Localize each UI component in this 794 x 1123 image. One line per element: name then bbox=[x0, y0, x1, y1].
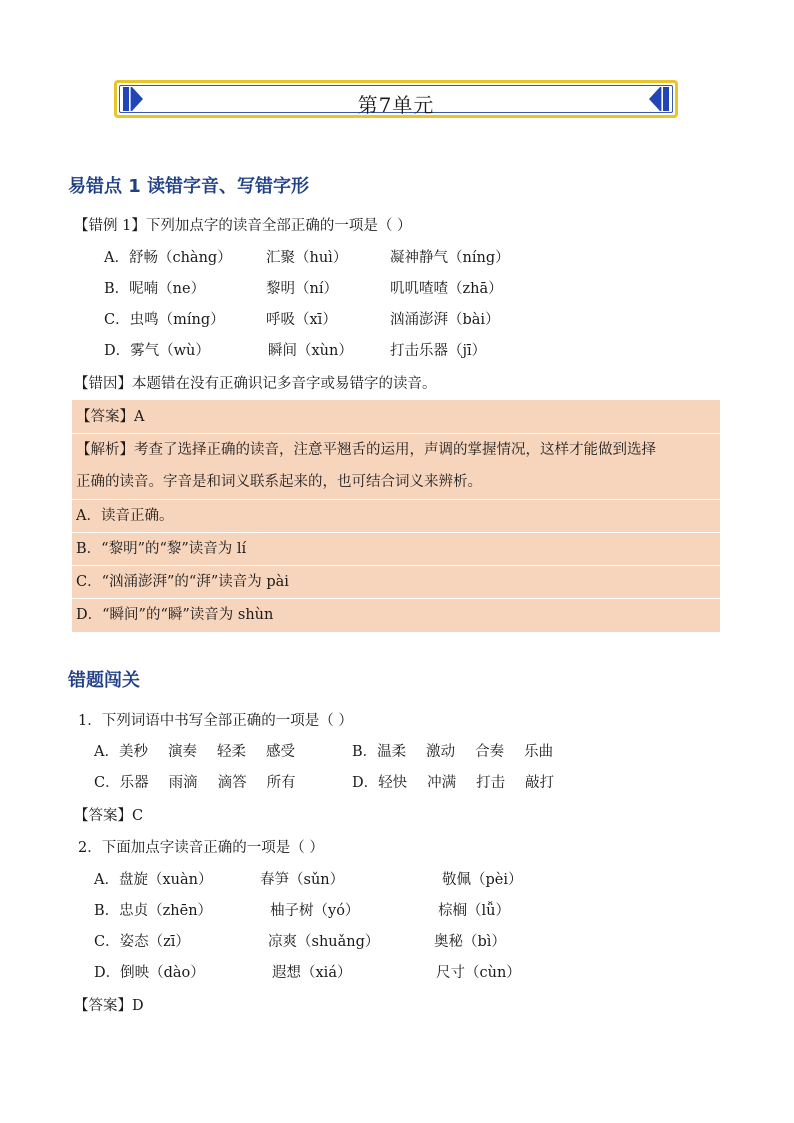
analysis-text-1: 考查了选择正确的读音，注意平翘舌的运用，声调的掌握情况，这样才能做到选择 bbox=[134, 442, 656, 458]
answer-label: 【答案】 bbox=[76, 409, 134, 425]
example-option-c-2: 呼吸（xī） bbox=[266, 312, 337, 328]
q2-option-d-2: 遐想（xiá） bbox=[272, 965, 352, 981]
answer-line bbox=[76, 407, 144, 427]
q1-row-1-right bbox=[352, 742, 573, 762]
q2-option-a-1: A．盘旋（xuàn） bbox=[94, 872, 213, 888]
q1-word: 冲满 bbox=[427, 775, 457, 791]
example-option-a-3: 凝神静气（níng） bbox=[390, 250, 510, 266]
error-reason bbox=[74, 374, 437, 394]
analysis-item-row-d bbox=[72, 598, 720, 632]
example-label: 【错例 1】 bbox=[74, 218, 146, 234]
q1-word: 激动 bbox=[426, 744, 456, 760]
example-option-d-3: 打击乐器（jī） bbox=[390, 343, 487, 359]
example-option-b-3: 叽叽喳喳（zhā） bbox=[390, 281, 503, 297]
q1-word: B．温柔 bbox=[352, 744, 407, 760]
q2-stem: 2．下面加点字读音正确的一项是（ ） bbox=[78, 840, 324, 856]
q2-answer bbox=[74, 996, 144, 1016]
q2-option-c-1: C．姿态（zī） bbox=[94, 934, 190, 950]
analysis-item-c: C．“汹涌澎湃”的“湃”读音为 pài bbox=[76, 574, 289, 590]
example-option-a-2: 汇聚（huì） bbox=[266, 250, 348, 266]
answer-row bbox=[72, 400, 720, 434]
example-option-c-3: 汹涌澎湃（bài） bbox=[390, 312, 500, 328]
example-option-d-2: 瞬间（xùn） bbox=[268, 343, 353, 359]
q2-option-d-1: D．倒映（dào） bbox=[94, 965, 205, 981]
example-option-b-2: 黎明（ní） bbox=[266, 281, 338, 297]
example-option-d-1: D．雾气（wù） bbox=[104, 343, 210, 359]
analysis-item-b: B．“黎明”的“黎”读音为 lí bbox=[76, 541, 247, 557]
q1-word: 演奏 bbox=[167, 744, 197, 760]
q1-word: 合奏 bbox=[475, 744, 505, 760]
example-question bbox=[74, 216, 411, 236]
analysis-item-d: D．“瞬间”的“瞬”读音为 shùn bbox=[76, 607, 274, 623]
answer-analysis-box bbox=[72, 400, 720, 632]
q1-row-1-left bbox=[94, 742, 315, 762]
q1-answer-label: 【答案】 bbox=[74, 808, 132, 824]
example-option-a-1: A．舒畅（chàng） bbox=[104, 250, 232, 266]
q1-stem: 1．下列词语中书写全部正确的一项是（ ） bbox=[78, 713, 353, 729]
q2-option-b-3: 棕榈（lǚ） bbox=[438, 903, 510, 919]
analysis-item-a: A．读音正确。 bbox=[76, 508, 174, 524]
q2-option-b-2: 柚子树（yó） bbox=[270, 903, 360, 919]
q1-word: 轻柔 bbox=[216, 744, 246, 760]
q1-word: 所有 bbox=[266, 775, 296, 791]
q2-answer-label: 【答案】 bbox=[74, 998, 132, 1014]
analysis-item-row-a bbox=[72, 499, 720, 533]
q2-option-a-2: 春笋（sǔn） bbox=[260, 872, 345, 888]
q1-word: 滴答 bbox=[217, 775, 247, 791]
section-heading-errors: 易错点 1 读错字音、写错字形 bbox=[68, 176, 310, 197]
analysis-label: 【解析】 bbox=[76, 442, 134, 458]
q1-word: D．轻快 bbox=[352, 775, 408, 791]
q2-option-d-3: 尺寸（cùn） bbox=[436, 965, 521, 981]
reason-label: 【错因】 bbox=[74, 376, 132, 392]
q2-option-c-2: 凉爽（shuǎng） bbox=[268, 934, 380, 950]
q1-row-2-right bbox=[352, 773, 574, 793]
q1-word: 敲打 bbox=[525, 775, 555, 791]
analysis-line-1 bbox=[76, 440, 656, 460]
q1-word: 打击 bbox=[476, 775, 506, 791]
analysis-line-2: 正确的读音。字音是和词义联系起来的，也可结合词义来辨析。 bbox=[76, 474, 482, 490]
analysis-item-row-c bbox=[72, 565, 720, 599]
q1-word: 乐曲 bbox=[524, 744, 554, 760]
q1-word: 感受 bbox=[265, 744, 295, 760]
q1-answer-value: C bbox=[132, 808, 144, 824]
unit-title: 第7单元 bbox=[357, 93, 435, 117]
q1-word: 雨滴 bbox=[168, 775, 198, 791]
analysis-row bbox=[72, 433, 720, 500]
q2-answer-value: D bbox=[132, 998, 144, 1014]
q1-row-2-left bbox=[94, 773, 316, 793]
reason-text: 本题错在没有正确识记多音字或易错字的读音。 bbox=[132, 376, 437, 392]
example-option-b-1: B．呢喃（ne） bbox=[104, 281, 206, 297]
q1-word: A．美秒 bbox=[94, 744, 148, 760]
q1-word: C．乐器 bbox=[94, 775, 149, 791]
example-option-c-1: C．虫鸣（míng） bbox=[104, 312, 225, 328]
section-heading-challenge: 错题闯关 bbox=[68, 670, 140, 691]
q2-option-a-3: 敬佩（pèi） bbox=[442, 872, 523, 888]
example-question-text: 下列加点字的读音全部正确的一项是（ ） bbox=[145, 218, 412, 234]
q2-option-b-1: B．忠贞（zhēn） bbox=[94, 903, 213, 919]
q2-option-c-3: 奥秘（bì） bbox=[434, 934, 506, 950]
q1-answer bbox=[74, 806, 143, 826]
analysis-item-row-b bbox=[72, 532, 720, 566]
answer-value: A bbox=[134, 409, 145, 425]
unit-banner bbox=[114, 80, 678, 118]
